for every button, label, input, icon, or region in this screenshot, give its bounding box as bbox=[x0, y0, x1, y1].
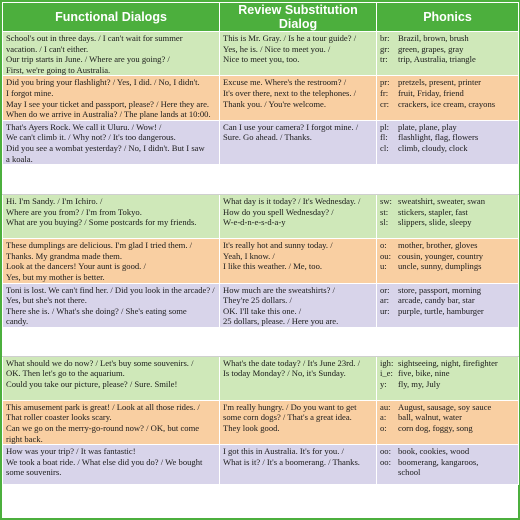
dialog-line: How do you spell Wednesday? / bbox=[223, 206, 334, 217]
phonics-cell bbox=[377, 120, 519, 164]
phonics-words: purple, turtle, hamburger bbox=[398, 305, 484, 316]
dialog-line: This amusement park is great! / Look at all those rides. / bbox=[6, 401, 200, 412]
phonics-words: sightseeing, night, firefighter bbox=[398, 357, 498, 368]
review-dialog-cell bbox=[220, 356, 377, 400]
dialog-line: Thank you. / You're welcome. bbox=[223, 98, 326, 109]
dialog-line: Hi. I'm Sandy. / I'm Ichiro. / bbox=[6, 196, 103, 207]
curriculum-table bbox=[2, 2, 519, 485]
table-row bbox=[3, 283, 519, 327]
phonics-entry bbox=[380, 402, 515, 413]
header-functional-dialogs: Functional Dialogs bbox=[3, 3, 220, 32]
dialog-line: What's the date today? / It's June 23rd. / bbox=[223, 357, 360, 368]
phonics-entry bbox=[380, 88, 515, 99]
section-spacer bbox=[3, 327, 519, 356]
dialog-line: May I see your ticket and passport, please? / Here they are. bbox=[6, 98, 210, 109]
phonics-words: school bbox=[398, 467, 421, 478]
phonics-pattern: fl: bbox=[380, 132, 388, 143]
dialog-line: OK. Then let's go to the aquarium. bbox=[6, 368, 125, 379]
header-review-substitution-dialog: Review Substitution Dialog bbox=[220, 3, 377, 32]
dialog-line: Did you see a wombat yesterday? / No, I didn't. But I saw bbox=[6, 142, 205, 153]
table-row bbox=[3, 356, 519, 400]
phonics-pattern: sl: bbox=[380, 217, 389, 228]
phonics-words: arcade, candy bar, star bbox=[398, 295, 475, 306]
phonics-entry bbox=[380, 251, 515, 262]
dialog-line: They look good. bbox=[223, 423, 280, 434]
phonics-entry bbox=[380, 379, 515, 390]
phonics-pattern: au: bbox=[380, 401, 391, 412]
phonics-pattern: ou: bbox=[380, 250, 391, 261]
phonics-entry bbox=[380, 33, 515, 44]
phonics-pattern: st: bbox=[380, 206, 389, 217]
phonics-pattern: y: bbox=[380, 379, 387, 390]
phonics-words: sweatshirt, sweater, swan bbox=[398, 196, 485, 207]
phonics-entry bbox=[380, 240, 515, 251]
phonics-pattern: sw: bbox=[380, 196, 392, 207]
phonics-pattern: or: bbox=[380, 284, 390, 295]
phonics-pattern: o: bbox=[380, 423, 387, 434]
functional-dialog-cell bbox=[3, 76, 220, 120]
phonics-pattern: ur: bbox=[380, 305, 390, 316]
phonics-cell bbox=[377, 32, 519, 76]
dialog-line: That's Ayers Rock. We call it Uluru. / Wow! / bbox=[6, 121, 162, 132]
section-spacer bbox=[3, 165, 519, 195]
phonics-words: plate, plane, play bbox=[398, 121, 457, 132]
dialog-line: Yes, but she's not there. bbox=[6, 295, 87, 306]
phonics-words: slippers, slide, sleepy bbox=[398, 217, 472, 228]
phonics-entry bbox=[380, 295, 515, 306]
phonics-words: corn dog, foggy, song bbox=[398, 423, 473, 434]
phonics-words: book, cookies, wood bbox=[398, 446, 470, 457]
header-row bbox=[3, 3, 519, 32]
phonics-pattern: pl: bbox=[380, 121, 390, 132]
phonics-words: mother, brother, gloves bbox=[398, 240, 478, 251]
functional-dialog-cell bbox=[3, 400, 220, 444]
functional-dialog-cell bbox=[3, 195, 220, 239]
phonics-words: green, grapes, gray bbox=[398, 43, 464, 54]
dialog-line: Nice to meet you, too. bbox=[223, 54, 300, 65]
spacer-cell bbox=[377, 165, 519, 195]
phonics-pattern: cr: bbox=[380, 98, 390, 109]
phonics-entry bbox=[380, 306, 515, 317]
phonics-words: uncle, sunny, dumplings bbox=[398, 261, 482, 272]
review-dialog-cell bbox=[220, 400, 377, 444]
dialog-line: Yes, he is. / Nice to meet you. / bbox=[223, 43, 331, 54]
dialog-line: What day is it today? / It's Wednesday. / bbox=[223, 196, 361, 207]
dialog-line: What are you buying? / Some postcards for my friends. bbox=[6, 217, 197, 228]
phonics-pattern: u: bbox=[380, 261, 387, 272]
phonics-pattern: igh: bbox=[380, 357, 394, 368]
functional-dialog-cell bbox=[3, 356, 220, 400]
dialog-line: Can we go on the merry-go-round now? / OK, but come bbox=[6, 423, 200, 434]
dialog-line: First, we're going to Australia. bbox=[6, 64, 111, 75]
dialog-line: Can I use your camera? I forgot mine. / bbox=[223, 121, 359, 132]
table-row bbox=[3, 120, 519, 164]
dialog-line: W-e-d-n-e-s-d-a-y bbox=[223, 217, 286, 228]
functional-dialog-cell bbox=[3, 239, 220, 283]
spacer-cell bbox=[220, 327, 377, 356]
phonics-words: climb, cloudy, clock bbox=[398, 142, 468, 153]
phonics-entry bbox=[380, 285, 515, 296]
phonics-pattern: fr: bbox=[380, 87, 389, 98]
phonics-pattern: oo: bbox=[380, 456, 391, 467]
dialog-line: candy. bbox=[6, 316, 29, 327]
phonics-words: flashlight, flag, flowers bbox=[398, 132, 479, 143]
dialog-line: some corn dogs? / That's a great idea. bbox=[223, 412, 352, 423]
dialog-line: What is it? / It's a boomerang. / Thanks. bbox=[223, 456, 360, 467]
dialog-line: These dumplings are delicious. I'm glad I tried them. / bbox=[6, 240, 193, 251]
dialog-line: We took a boat ride. / What else did you do? / We bought bbox=[6, 456, 203, 467]
table-row bbox=[3, 195, 519, 239]
phonics-entry bbox=[380, 261, 515, 272]
table-row bbox=[3, 400, 519, 444]
phonics-pattern: cl: bbox=[380, 142, 389, 153]
phonics-entry bbox=[380, 77, 515, 88]
phonics-entry bbox=[380, 143, 515, 154]
dialog-line: Could you take our picture, please? / Sure. Smile! bbox=[6, 379, 178, 390]
phonics-entry bbox=[380, 132, 515, 143]
phonics-entry bbox=[380, 446, 515, 457]
dialog-line: vacation. / I can't either. bbox=[6, 43, 89, 54]
dialog-line: some souvenirs. bbox=[6, 467, 62, 478]
phonics-cell bbox=[377, 400, 519, 444]
phonics-entry bbox=[380, 122, 515, 133]
phonics-entry bbox=[380, 196, 515, 207]
phonics-pattern: ar: bbox=[380, 295, 390, 306]
phonics-words: stickers, stapler, fast bbox=[398, 206, 468, 217]
dialog-line: That roller coaster looks scary. bbox=[6, 412, 112, 423]
dialog-line: Yeah, I know. / bbox=[223, 250, 275, 261]
functional-dialog-cell bbox=[3, 120, 220, 164]
functional-dialog-cell bbox=[3, 32, 220, 76]
phonics-words: boomerang, kangaroos, bbox=[398, 456, 479, 467]
phonics-entry bbox=[380, 412, 515, 423]
dialog-line: Thanks. My grandma made them. bbox=[6, 250, 122, 261]
dialog-line: a koala. bbox=[6, 153, 33, 164]
phonics-entry bbox=[380, 467, 515, 478]
phonics-entry bbox=[380, 54, 515, 65]
phonics-words: ball, walnut, water bbox=[398, 412, 462, 423]
phonics-cell bbox=[377, 76, 519, 120]
phonics-pattern: pr: bbox=[380, 77, 390, 88]
phonics-entry bbox=[380, 207, 515, 218]
dialog-line: This is Mr. Gray. / Is he a tour guide? / bbox=[223, 33, 357, 43]
phonics-pattern: br: bbox=[380, 33, 390, 43]
phonics-words: Brazil, brown, brush bbox=[398, 33, 469, 43]
dialog-line: How was your trip? / It was fantastic! bbox=[6, 446, 136, 457]
table-row bbox=[3, 239, 519, 283]
functional-dialog-cell bbox=[3, 445, 220, 485]
phonics-cell bbox=[377, 195, 519, 239]
dialog-line: right back. bbox=[6, 433, 43, 444]
phonics-pattern: o: bbox=[380, 240, 387, 251]
dialog-line: I got this in Australia. It's for you. / bbox=[223, 446, 344, 457]
dialog-line: Where are you from? / I'm from Tokyo. bbox=[6, 206, 142, 217]
dialog-line: What should we do now? / Let's buy some souvenirs. / bbox=[6, 357, 194, 368]
dialog-line: I like this weather. / Me, too. bbox=[223, 261, 323, 272]
phonics-entry bbox=[380, 457, 515, 468]
spacer-cell bbox=[220, 165, 377, 195]
dialog-line: Excuse me. Where's the restroom? / bbox=[223, 77, 347, 88]
dialog-line: OK. I'll take this one. / bbox=[223, 305, 302, 316]
dialog-line: I forgot mine. bbox=[6, 87, 54, 98]
phonics-cell bbox=[377, 356, 519, 400]
dialog-line: Our trip starts in June. / Where are you going? / bbox=[6, 54, 170, 65]
review-dialog-cell bbox=[220, 32, 377, 76]
phonics-pattern: oo: bbox=[380, 446, 391, 457]
phonics-words: store, passport, morning bbox=[398, 284, 482, 295]
functional-dialog-cell bbox=[3, 283, 220, 327]
review-dialog-cell bbox=[220, 76, 377, 120]
dialog-line: Did you bring your flashlight? / Yes, I did. / No, I didn't. bbox=[6, 77, 200, 88]
dialog-line: I'm really hungry. / Do you want to get bbox=[223, 401, 357, 412]
table-row bbox=[3, 76, 519, 120]
dialog-line: Is today Monday? / No, it's Sunday. bbox=[223, 368, 346, 379]
review-dialog-cell bbox=[220, 239, 377, 283]
dialog-line: School's out in three days. / I can't wait for summer bbox=[6, 33, 183, 43]
spacer-cell bbox=[3, 327, 220, 356]
spacer-cell bbox=[377, 327, 519, 356]
dialog-line: Look at the dancers! Your aunt is good. / bbox=[6, 261, 146, 272]
header-phonics: Phonics bbox=[377, 3, 519, 32]
phonics-pattern: i_e: bbox=[380, 368, 393, 379]
dialog-line: When do we arrive in Australia? / The plane lands at 10:00. bbox=[6, 109, 211, 120]
phonics-entry bbox=[380, 358, 515, 369]
phonics-pattern: gr: bbox=[380, 43, 390, 54]
phonics-cell bbox=[377, 283, 519, 327]
review-dialog-cell bbox=[220, 120, 377, 164]
phonics-words: cousin, younger, country bbox=[398, 250, 484, 261]
phonics-pattern: tr: bbox=[380, 54, 388, 65]
table-body bbox=[3, 32, 519, 485]
dialog-line: Toni is lost. We can't find her. / Did you look in the arcade? / bbox=[6, 284, 215, 295]
phonics-entry bbox=[380, 368, 515, 379]
dialog-line: It's really hot and sunny today. / bbox=[223, 240, 333, 251]
review-dialog-cell bbox=[220, 445, 377, 485]
dialog-line: Sure. Go ahead. / Thanks. bbox=[223, 132, 312, 143]
dialog-line: 25 dollars, please. / Here you are. bbox=[223, 316, 339, 327]
phonics-entry bbox=[380, 217, 515, 228]
phonics-words: pretzels, present, printer bbox=[398, 77, 482, 88]
dialog-line: It's over there, next to the telephones. / bbox=[223, 87, 357, 98]
table-row bbox=[3, 445, 519, 485]
table-row bbox=[3, 32, 519, 76]
dialog-line: How much are the sweatshirts? / bbox=[223, 284, 335, 295]
phonics-words: five, bike, nine bbox=[398, 368, 450, 379]
dialog-line: Yes, but my mother is better. bbox=[6, 271, 105, 282]
dialog-line: They're 25 dollars. / bbox=[223, 295, 292, 306]
phonics-pattern bbox=[380, 467, 398, 478]
spacer-cell bbox=[3, 165, 220, 195]
phonics-words: fruit, Friday, friend bbox=[398, 87, 464, 98]
phonics-words: fly, my, July bbox=[398, 379, 441, 390]
phonics-cell bbox=[377, 445, 519, 485]
dialog-line: There she is. / What's she doing? / She's eating some bbox=[6, 305, 187, 316]
phonics-words: crackers, ice cream, crayons bbox=[398, 98, 496, 109]
phonics-entry bbox=[380, 44, 515, 55]
phonics-cell bbox=[377, 239, 519, 283]
review-dialog-cell bbox=[220, 283, 377, 327]
phonics-words: August, sausage, soy sauce bbox=[398, 401, 492, 412]
phonics-entry bbox=[380, 99, 515, 110]
phonics-words: trip, Australia, triangle bbox=[398, 54, 476, 65]
phonics-pattern: a: bbox=[380, 412, 387, 423]
review-dialog-cell bbox=[220, 195, 377, 239]
phonics-entry bbox=[380, 423, 515, 434]
dialog-line: We can't climb it. / Why not? / It's too dangerous. bbox=[6, 132, 176, 143]
